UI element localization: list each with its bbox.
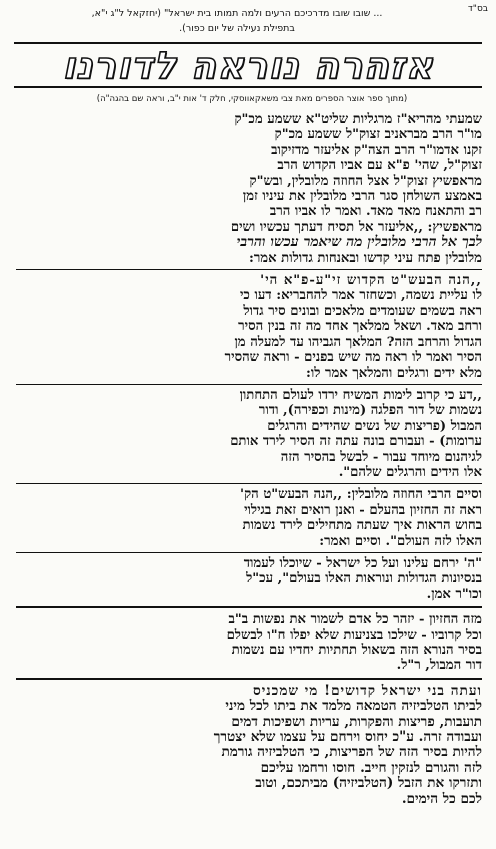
- text-line: ועתה בני ישראל קדושים! מי שמכניס: [252, 682, 482, 699]
- text-line: "ה' ירחם עלינו ועל כל ישראל - שיוכלו לעמוד: [243, 555, 482, 571]
- divider: [16, 678, 482, 680]
- text-line: מו"ר הרב מבראניב זצוק"ל ששמע מכ"ק: [274, 127, 482, 143]
- text-line: וכו"ר אמן.: [426, 586, 482, 602]
- text-line: וכל קרוביו - שילכו בצניעות שלא יפלו ח"ו לבשלם: [226, 627, 482, 643]
- text-line: ,,הנה הבעש"ט הקדוש זי"ע-פ"א הי': [260, 273, 482, 289]
- text-line: האלו לזה העולם". וסיים ואמר:: [319, 533, 482, 549]
- text-line: זקנו אדמו"ר הרב הצה"ק אליעזר מדזיקוב: [271, 142, 482, 158]
- text-line: ערומות) - ועבורם בונה עתה זה הסיר לירד אותם: [230, 434, 482, 450]
- text-line: בחוש הראות איך שעתה מתחילים לירד נשמות: [242, 518, 482, 534]
- paragraph-6: [16, 612, 482, 674]
- divider: [16, 384, 482, 385]
- text-line: זצוק"ל, שהי' פ"א עם אביו הקדוש הרב: [277, 158, 482, 174]
- text-line: רב והתאנח מאד מאד. ואמר לו אביו הרב: [269, 204, 482, 220]
- divider: [16, 606, 482, 608]
- text-line: אלו הידים והרגלים שלהם".: [338, 464, 482, 480]
- text-line: הסיר ואמר לו ראה מה שיש בפנים - וראה שהסיר: [224, 350, 482, 366]
- source-citation: (מתוך ספר אוצר הספרים מאת צבי משאקאווסקי, חלק ד' אות י"ב, וראה שם בהגה"ה): [96, 94, 408, 104]
- text-line: לבך אל הרבי מלובלין מה שיאמר עכשו והרבי: [236, 234, 482, 251]
- text-line: תועבות, פריצות והפקרות, עריות ושפיכות דמים: [231, 713, 482, 730]
- page-title: אזהרה נוראה לדורנו: [14, 42, 482, 88]
- text-line: לגיהנום מיוחד עבור - לבשל בהסיר הזה: [280, 449, 482, 465]
- text-line: לכם כל הימים.: [401, 790, 482, 807]
- text-line: הגדול והרחב הזה? המלאך הגביהו עד למעלה מן: [234, 334, 482, 350]
- text-line: ורחב מאד. ושאל ממלאך אחד מה זה בנין הסיר: [238, 319, 482, 335]
- paragraph-1: [16, 112, 482, 266]
- divider: [16, 483, 482, 484]
- text-line: שמעתי מהריא"ז מרגליות שליט"א ששמע מכ"ק: [234, 112, 482, 127]
- text-line: ראה בשמים שעומדים מלאכים ובונים סיר גדול: [243, 303, 482, 319]
- text-line: נשמות של דור הפלגה (מינות וכפירה), ודור: [258, 403, 482, 419]
- top-quote-line-1: ... שובו שובו מדרכיכם הרעים ולמה תמותו בית ישראל" (יחזקאל ל"ג י"א,: [91, 8, 383, 19]
- bsd-mark: בס"ד: [467, 4, 488, 14]
- text-line: מלובלין פתח עיני קדשו ובאנחות גדולות אמר:: [248, 250, 482, 266]
- text-line: מראפשיץ זצוק"ל אצל החוזה מלובלין, ובש"ק: [249, 173, 482, 189]
- text-line: המבול (פריצות של נשים שהידים והרגלים: [267, 418, 482, 434]
- text-line: ותזרקו את הזבל (הטלביזיה) מביתכם, וטוב: [255, 775, 482, 792]
- paragraph-4: [16, 487, 482, 549]
- divider: [16, 269, 482, 270]
- text-line: לו עליית נשמה, וכשחזר אמר להחבריא: דעו כי: [239, 288, 482, 304]
- text-line: בסיר הנורא הזה בשאול תחתיות יחדיו עם נשמות: [231, 643, 482, 658]
- article-body: [16, 112, 482, 809]
- text-line: ועבודה זרה. ע"כ יחוס וירחם על עצמו שלא יצטרך: [213, 729, 482, 746]
- paragraph-2: [16, 273, 482, 381]
- text-line: ראה זה החזיון בהעלם - ואנן רואים זאת בגילוי: [244, 502, 482, 518]
- paragraph-7: [16, 684, 482, 807]
- text-line: לביתו הטלביזיה הטמאה מלמד את ביתו לכל מיני: [225, 698, 482, 715]
- text-line: בנסיונות הגדולות ונוראות האלו בעולם", עכ"ל: [246, 571, 482, 587]
- top-quote-line-2: בתפילת נעילה של יום כפור).: [179, 23, 295, 34]
- text-line: ,,דע כי קרוב לימות המשיח ירדו לעולם התחתון: [239, 387, 482, 403]
- top-quote: [18, 6, 456, 36]
- text-line: מראפשיץ: ,,אליעזר אל תסיח דעתך עכשיו ושים: [230, 219, 482, 235]
- text-line: לזה והגורם לנזקין חייב. חוסו ורחמו עליכם: [260, 759, 482, 776]
- text-line: דור המבול, ר"ל.: [396, 658, 482, 674]
- text-line: מזה החזיון - יזהר כל אדם לשמור את נפשות ב"ב: [228, 612, 482, 628]
- text-line: באמצע השולחן סגר הרבי מלובלין את עיניו זמן: [242, 189, 482, 205]
- text-line: מלא ידים ורגלים והמלאך אמר לו:: [305, 365, 482, 381]
- paragraph-5: [16, 556, 482, 602]
- paragraph-3: [16, 388, 482, 480]
- text-line: וסיים הרבי החוזה מלובלין: ,,הנה הבעש"ט הק': [240, 487, 482, 503]
- text-line: להיות בסיר הזה של הפריצות, כי הטלביזיה גורמת: [221, 744, 482, 761]
- divider: [16, 552, 482, 553]
